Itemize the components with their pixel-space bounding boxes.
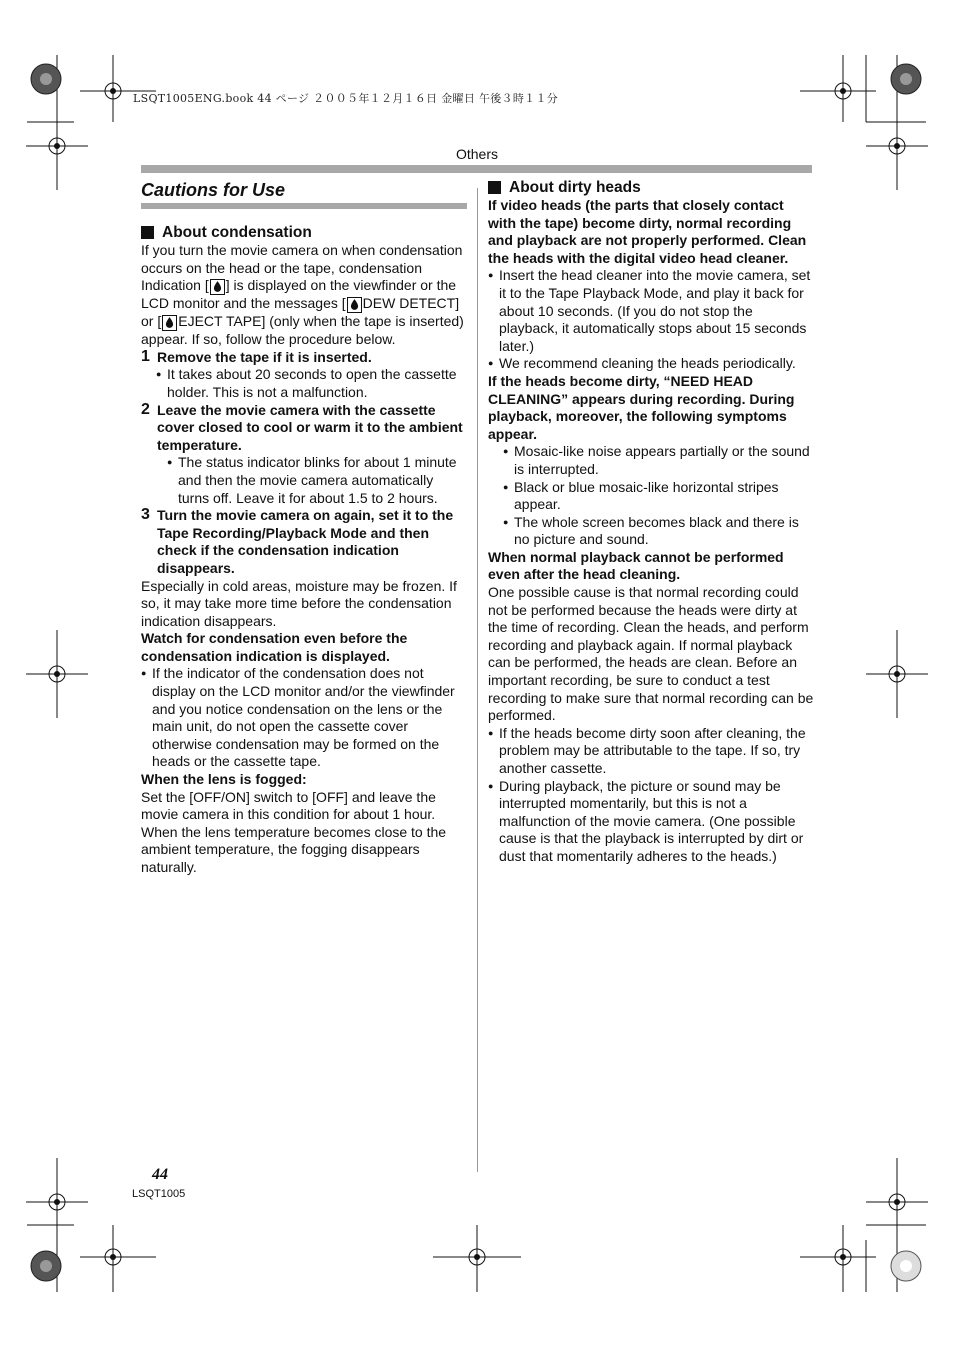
- possible-cause-text: One possible cause is that normal recording could not be performed because the heads were dirty at the time of recording. Clean the heads, and perform recording and playback again. If normal playback can be performed, the heads are clean. Before an important recording, be sure to conduct a test recording to make sure that normal recording can be performed.: [488, 584, 814, 724]
- condensation-intro: If you turn the movie camera on when condensation occurs on the head or the tape, condensation Indication [ ] is displayed on the viewfinder or the LCD monitor and the messages [ DEW DETECT] or [ EJECT TAPE] (only when the tape is inserted) appear. If so, follow the procedure below.: [141, 242, 464, 348]
- square-bullet-icon: [488, 181, 501, 194]
- column-divider: [477, 188, 478, 1172]
- cannot-playback-heading: When normal playback cannot be performed even after the head cleaning.: [488, 548, 784, 583]
- water-drop-icon: [162, 315, 177, 331]
- dirty-heads-heading-text: About dirty heads: [509, 179, 641, 196]
- dirty-intro: If video heads (the parts that closely contact with the tape) become dirty, normal recording and playback are not properly performed. Clean the heads with the digital video head cleaner.: [488, 197, 807, 266]
- step-1: [141, 349, 467, 367]
- step-text: Leave the movie camera with the cassette cover closed to cool or warm it to the ambient temperature.: [157, 401, 463, 453]
- need-head-cleaning-note: If the heads become dirty, “NEED HEAD CLEANING” appears during recording. During playback, moreover, the following symptoms appear.: [488, 372, 795, 442]
- cleaner-bullet: ● Insert the head cleaner into the movie camera, set it to the Tape Playback Mode, and play it back for about 10 seconds. (If you do not stop the playback, it automatically stops about 15 seconds later.): [488, 267, 814, 355]
- water-drop-icon: [347, 297, 362, 313]
- step-number: 2: [141, 400, 150, 418]
- symptom-1: ● Mosaic-like noise appears partially or the sound is interrupted.: [503, 443, 814, 478]
- step-number: 1: [141, 347, 150, 365]
- interrupted-playback-bullet: ● During playback, the picture or sound may be interrupted momentarily, but this is not a malfunction of the movie camera. (One possible cause is that the playback is interrupted by dirt or dust that momentarily adheres to the heads.): [488, 778, 814, 866]
- watch-condensation-note: Watch for condensation even before the condensation indication is displayed.: [141, 630, 408, 664]
- fog-text: Set the [OFF/ON] switch to [OFF] and leave the movie camera in this condition for about 1 hour. When the lens temperature becomes close to the ambient temperature, the fogging disappears naturally.: [141, 788, 447, 875]
- fog-heading: When the lens is fogged:: [141, 771, 307, 788]
- step-number: 3: [141, 506, 150, 524]
- section-label: Others: [455, 146, 498, 162]
- symptom-2: ● Black or blue mosaic-like horizontal stripes appear.: [503, 479, 814, 514]
- square-bullet-icon: [141, 226, 154, 239]
- left-column: [141, 178, 467, 877]
- watch-bullet: ● If the indicator of the condensation does not display on the LCD monitor and/or the viewfinder and you notice condensation on the lens or the main unit, do not open the cassette cover otherwise condensation may be formed on the heads or the cassette tape.: [141, 665, 467, 771]
- dirty-heads-heading: [488, 178, 814, 197]
- condensation-heading-text: About condensation: [162, 224, 312, 241]
- water-drop-icon: [210, 279, 225, 295]
- model-code: LSQT1005: [132, 1188, 186, 1200]
- step-2: [141, 402, 467, 455]
- print-header-line: LSQT1005ENG.book 44 ページ ２００５年１２月１６日 金曜日 午後３時１１分: [133, 92, 559, 105]
- step-text: Remove the tape if it is inserted.: [157, 348, 372, 365]
- step-3: [141, 507, 467, 577]
- cold-areas-note: Especially in cold areas, moisture may be frozen. If so, it may take more time before the condensation indication disappears.: [141, 577, 457, 629]
- right-column: [488, 178, 814, 866]
- title-rule: [141, 203, 467, 209]
- step-2-bullet: ● The status indicator blinks for about 1 minute and then the movie camera automatically turns off. Leave it for about 1.5 to 2 hours.: [167, 454, 467, 507]
- top-rule: [141, 165, 812, 173]
- step-text: Turn the movie camera on again, set it to the Tape Recording/Playback Mode and then check if the condensation indication disappears.: [157, 507, 454, 576]
- dirty-soon-bullet: ● If the heads become dirty soon after cleaning, the problem may be attributable to the tape. If so, try another cassette.: [488, 725, 814, 778]
- page-title: Cautions for Use: [141, 180, 286, 200]
- step-1-bullet: ● It takes about 20 seconds to open the cassette holder. This is not a malfunction.: [156, 366, 467, 401]
- symptom-3: ● The whole screen becomes black and there is no picture and sound.: [503, 514, 814, 549]
- page-number: 44: [152, 1166, 168, 1183]
- condensation-heading: [141, 223, 467, 242]
- periodic-cleaning-bullet: ● We recommend cleaning the heads periodically.: [488, 355, 814, 373]
